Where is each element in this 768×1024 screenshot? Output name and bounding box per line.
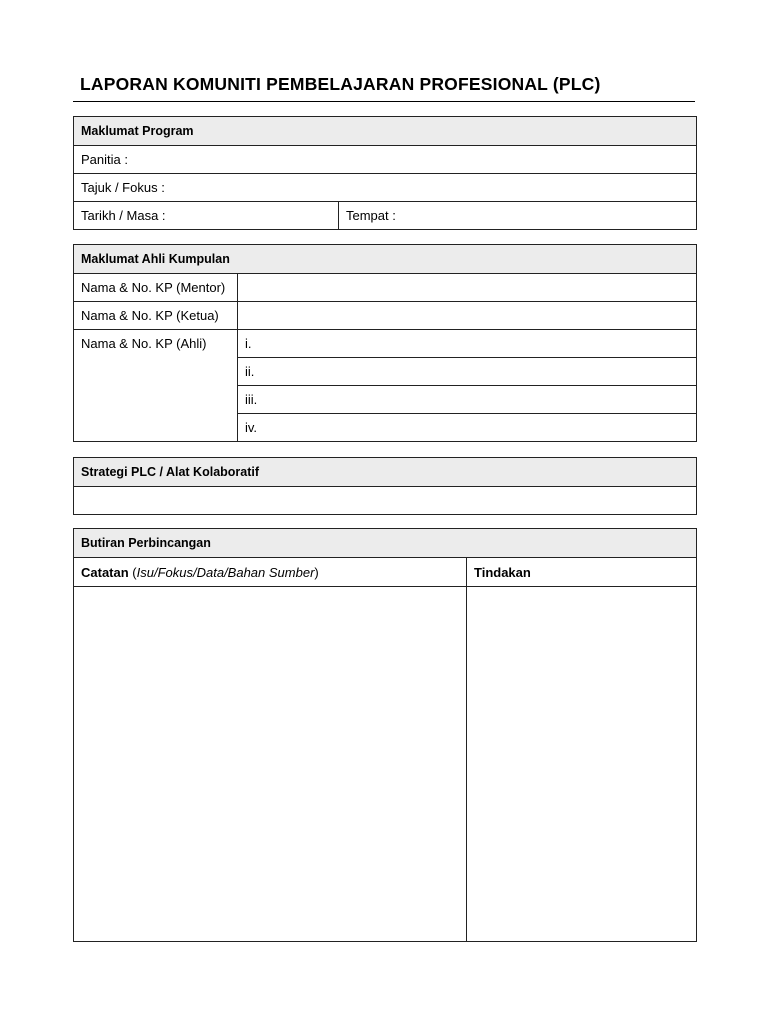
catatan-close-paren: ) [314, 564, 319, 580]
strategy-field[interactable] [74, 487, 697, 515]
catatan-detail: Isu/Fokus/Data/Bahan Sumber [136, 564, 315, 580]
ahli-field-1[interactable]: i. [238, 330, 697, 358]
catatan-open-paren: ( [128, 564, 137, 580]
members-info-table [73, 244, 697, 442]
title-underline [73, 101, 695, 102]
catatan-field[interactable] [74, 587, 467, 942]
ahli-label: Nama & No. KP (Ahli) [74, 330, 238, 442]
tempat-field[interactable]: Tempat : [339, 202, 697, 230]
tarikh-masa-field[interactable]: Tarikh / Masa : [74, 202, 339, 230]
ahli-field-4[interactable]: iv. [238, 414, 697, 442]
catatan-header [74, 558, 467, 587]
strategy-header: Strategi PLC / Alat Kolaboratif [74, 458, 697, 487]
discussion-header: Butiran Perbincangan [74, 529, 697, 558]
mentor-label: Nama & No. KP (Mentor) [74, 274, 238, 302]
tindakan-header [467, 558, 697, 587]
tajuk-fokus-field[interactable]: Tajuk / Fokus : [74, 174, 697, 202]
program-info-table [73, 116, 697, 230]
ketua-field[interactable] [238, 302, 697, 330]
tindakan-label: Tindakan [474, 564, 531, 580]
tindakan-field[interactable] [467, 587, 697, 942]
program-info-header: Maklumat Program [74, 117, 697, 146]
strategy-table [73, 457, 697, 515]
panitia-field[interactable]: Panitia : [74, 146, 697, 174]
members-info-header: Maklumat Ahli Kumpulan [74, 245, 697, 274]
mentor-field[interactable] [238, 274, 697, 302]
discussion-table [73, 528, 697, 942]
ahli-field-3[interactable]: iii. [238, 386, 697, 414]
ahli-field-2[interactable]: ii. [238, 358, 697, 386]
catatan-label: Catatan [81, 564, 129, 580]
ketua-label: Nama & No. KP (Ketua) [74, 302, 238, 330]
page-title: LAPORAN KOMUNITI PEMBELAJARAN PROFESIONAL (PLC) [80, 74, 601, 94]
